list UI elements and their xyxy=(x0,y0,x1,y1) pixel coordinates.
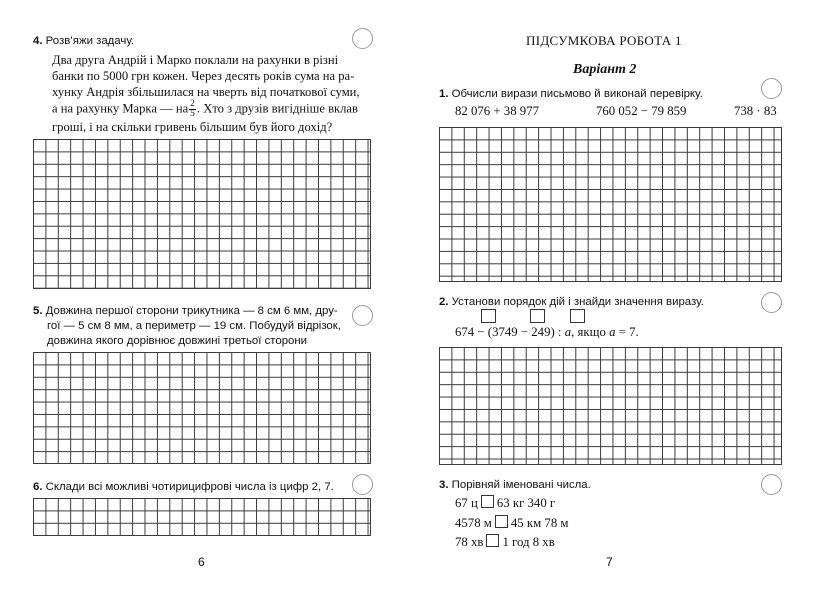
right-page xyxy=(406,0,813,600)
comparison-row xyxy=(455,514,569,534)
answer-grid-task6[interactable] xyxy=(33,498,371,536)
task1-statement: Обчисли вирази письмово й виконай перевірку. xyxy=(451,88,703,100)
comparison-left: 78 хв xyxy=(455,535,484,549)
task6-statement: Склади всі можливі чотирицифрові числа із цифр 2, 7. xyxy=(45,481,334,493)
task4-text xyxy=(52,52,372,135)
task2-number: 2. xyxy=(439,296,449,308)
task2-expression-main: 674 − (3749 − 249) : xyxy=(455,325,565,339)
order-box-1[interactable] xyxy=(481,309,496,323)
comparison-row xyxy=(455,494,569,514)
task2-variable: a xyxy=(609,325,616,339)
page-number-right: 7 xyxy=(606,555,613,569)
task3-text xyxy=(439,478,591,493)
score-circle-task1[interactable] xyxy=(761,78,782,99)
fraction-denominator: 5 xyxy=(190,109,195,119)
task2-condition: , якщо xyxy=(571,325,610,339)
order-box-2[interactable] xyxy=(530,309,545,323)
comparison-left: 4578 м xyxy=(455,515,492,530)
answer-grid-task1[interactable] xyxy=(439,127,782,282)
task3-number: 3. xyxy=(439,479,449,491)
task4-line: Хто з друзів вигідніше вклав xyxy=(203,101,358,116)
task2-statement: Установи порядок дій і знайди значення виразу. xyxy=(451,296,704,308)
task5-line: Довжина першої сторони трикутника — 8 см 6 мм, дру- xyxy=(45,305,338,317)
task2-variable: a xyxy=(564,325,572,339)
answer-grid-task5[interactable] xyxy=(33,352,371,464)
task4-number: 4. xyxy=(33,35,43,47)
task1-number: 1. xyxy=(439,88,449,100)
score-circle-task2[interactable] xyxy=(761,292,782,313)
task2-value: = 7. xyxy=(615,325,639,339)
task3-statement: Порівняй іменовані числа. xyxy=(451,479,591,491)
task5-line: довжина якого дорівнює довжині третьої сторони xyxy=(47,335,308,347)
task4-header xyxy=(33,34,134,49)
task4-line: Два друга Андрій і Марко поклали на рахунки в різні xyxy=(52,53,339,67)
score-circle-task3[interactable] xyxy=(761,474,782,495)
comparison-list xyxy=(455,494,569,553)
task6-number: 6. xyxy=(33,481,43,493)
page-number-left: 6 xyxy=(198,555,205,569)
task4-line-with-fraction xyxy=(52,100,372,119)
task1-expression-2: 760 052 − 79 859 xyxy=(596,104,687,118)
fraction xyxy=(189,100,196,119)
comparison-row xyxy=(455,533,569,553)
page-title: ПІДСУМКОВА РОБОТА 1 xyxy=(526,33,682,48)
answer-grid-task4[interactable] xyxy=(33,139,371,289)
task5-line: гої — 5 см 8 мм, а периметр — 19 см. Побудуй відрізок, xyxy=(47,320,341,332)
comparison-right: 45 км 78 м xyxy=(510,515,569,530)
task1-expression-3: 738 · 83 xyxy=(734,104,777,118)
comparison-right: 63 кг 340 г xyxy=(496,496,556,510)
task2-expression xyxy=(455,325,639,340)
score-circle-task4[interactable] xyxy=(352,28,373,49)
variant-title: Варіант 2 xyxy=(573,62,637,77)
answer-grid-task2[interactable] xyxy=(439,347,782,465)
task4-line: гроші, і на скільки гривень більшим був його дохід? xyxy=(52,120,333,134)
order-box-3[interactable] xyxy=(570,309,585,323)
task1-expression-1: 82 076 + 38 977 xyxy=(455,104,539,118)
task5-number: 5. xyxy=(33,305,43,317)
comparison-box[interactable] xyxy=(486,534,499,547)
comparison-box[interactable] xyxy=(481,495,494,508)
task4-line: банки по 5000 грн кожен. Через десять років сума на ра- xyxy=(52,69,355,83)
task4-prompt: Розв’яжи задачу. xyxy=(45,35,135,47)
task6-text xyxy=(33,480,334,495)
score-circle-task6[interactable] xyxy=(352,474,373,495)
task4-line: а на рахунку Марка — на xyxy=(52,101,189,116)
task2-text xyxy=(439,295,704,310)
task1-text xyxy=(439,87,703,102)
fraction-numerator: 2 xyxy=(190,99,195,109)
fraction-suffix: . xyxy=(196,101,201,116)
comparison-right: 1 год 8 хв xyxy=(502,535,555,549)
left-page xyxy=(0,0,406,600)
comparison-left: 67 ц xyxy=(455,496,478,510)
comparison-box[interactable] xyxy=(495,515,508,528)
task4-line: хунку Андрія збільшилася на чверть від початкової суми, xyxy=(52,85,360,99)
